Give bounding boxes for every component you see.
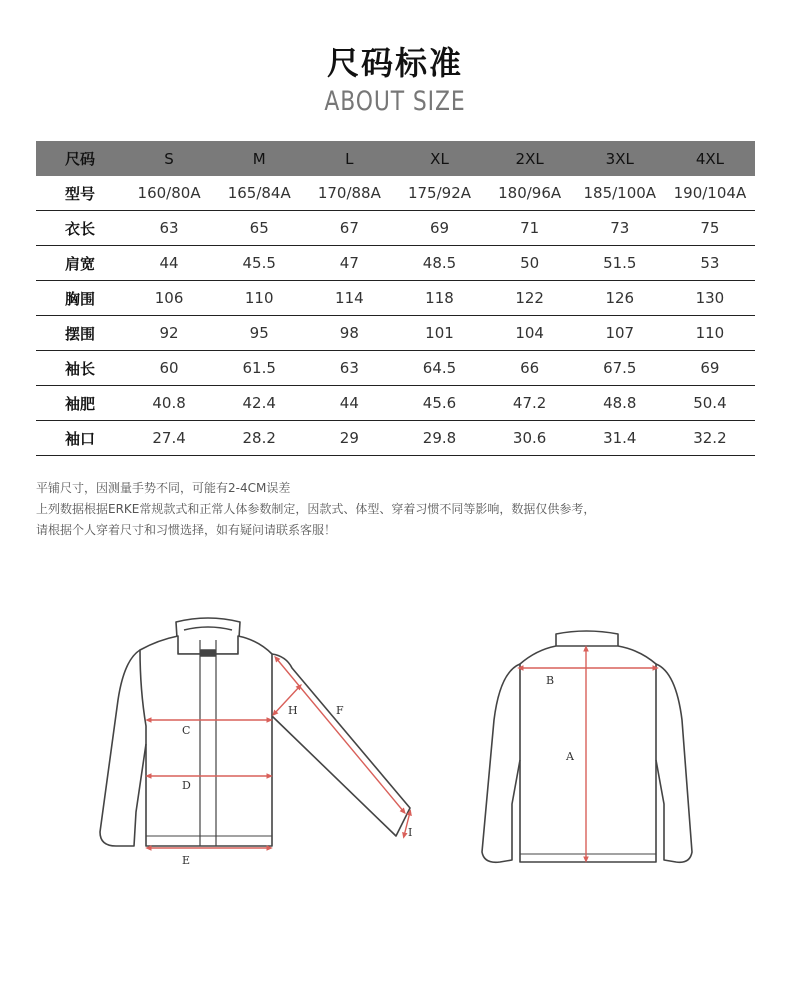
table-cell: 48.5 (394, 246, 484, 281)
note-line: 平铺尺寸，因测量手势不同，可能有2-4CM误差 (36, 481, 291, 495)
header-cell: 4XL (665, 141, 755, 176)
label-i: I (408, 826, 413, 839)
header-cell: 3XL (575, 141, 665, 176)
size-chart-table (36, 141, 755, 456)
table-cell: 75 (665, 211, 755, 246)
table-cell: 110 (665, 316, 755, 351)
table-header-row (36, 141, 755, 176)
row-label: 袖肥 (36, 386, 124, 421)
table-cell: 27.4 (124, 421, 214, 456)
page-title: 尺码标准 (326, 44, 463, 82)
table-cell: 126 (575, 281, 665, 316)
table-row (36, 351, 755, 386)
table-cell: 95 (214, 316, 304, 351)
table-cell: 67 (304, 211, 394, 246)
header-cell: S (124, 141, 214, 176)
table-cell: 118 (394, 281, 484, 316)
table-row (36, 246, 755, 281)
header-cell: 尺码 (36, 141, 124, 176)
table-cell: 180/96A (485, 176, 575, 211)
table-cell: 50 (485, 246, 575, 281)
row-label: 型号 (36, 176, 124, 211)
page-subtitle: ABOUT SIZE (324, 86, 466, 117)
table-cell: 31.4 (575, 421, 665, 456)
label-b: B (546, 674, 555, 687)
row-label: 摆围 (36, 316, 124, 351)
table-cell: 67.5 (575, 351, 665, 386)
table-cell: 175/92A (394, 176, 484, 211)
table-cell: 61.5 (214, 351, 304, 386)
table-cell: 73 (575, 211, 665, 246)
table-cell: 47 (304, 246, 394, 281)
table-cell: 69 (394, 211, 484, 246)
table-row (36, 386, 755, 421)
table-cell: 71 (485, 211, 575, 246)
table-cell: 92 (124, 316, 214, 351)
label-h: H (288, 704, 298, 717)
table-cell: 30.6 (485, 421, 575, 456)
header-cell: L (304, 141, 394, 176)
row-label: 胸围 (36, 281, 124, 316)
table-cell: 29 (304, 421, 394, 456)
table-cell: 65 (214, 211, 304, 246)
table-cell: 50.4 (665, 386, 755, 421)
jacket-measurement-diagram (0, 560, 790, 890)
table-cell: 47.2 (485, 386, 575, 421)
table-cell: 98 (304, 316, 394, 351)
table-cell: 53 (665, 246, 755, 281)
table-cell: 45.5 (214, 246, 304, 281)
jacket-front-outline (100, 618, 413, 846)
label-c: C (182, 724, 191, 737)
table-cell: 160/80A (124, 176, 214, 211)
table-cell: 64.5 (394, 351, 484, 386)
label-f: F (336, 704, 344, 717)
note-line: 请根据个人穿着尺寸和习惯选择，如有疑问请联系客服！ (36, 523, 337, 537)
row-label: 袖长 (36, 351, 124, 386)
row-label: 肩宽 (36, 246, 124, 281)
table-row (36, 281, 755, 316)
table-cell: 42.4 (214, 386, 304, 421)
table-cell: 63 (124, 211, 214, 246)
table-cell: 63 (304, 351, 394, 386)
table-cell: 130 (665, 281, 755, 316)
table-cell: 165/84A (214, 176, 304, 211)
table-cell: 44 (304, 386, 394, 421)
table-cell: 45.6 (394, 386, 484, 421)
measurement-notes (36, 478, 766, 541)
table-cell: 106 (124, 281, 214, 316)
table-row (36, 316, 755, 351)
table-cell: 48.8 (575, 386, 665, 421)
table-cell: 28.2 (214, 421, 304, 456)
note-line: 上列数据根据ERKE常规款式和正常人体参数制定，因款式、体型、穿着习惯不同等影响，数据仅供参考， (36, 502, 596, 516)
table-row (36, 176, 755, 211)
table-cell: 51.5 (575, 246, 665, 281)
table-cell: 66 (485, 351, 575, 386)
table-cell: 122 (485, 281, 575, 316)
table-cell: 29.8 (394, 421, 484, 456)
header-cell: XL (394, 141, 484, 176)
table-cell: 107 (575, 316, 665, 351)
table-cell: 60 (124, 351, 214, 386)
table-cell: 190/104A (665, 176, 755, 211)
header-cell: 2XL (485, 141, 575, 176)
row-label: 袖口 (36, 421, 124, 456)
table-row (36, 421, 755, 456)
table-cell: 170/88A (304, 176, 394, 211)
table-cell: 185/100A (575, 176, 665, 211)
jacket-back-outline (482, 631, 692, 862)
table-row (36, 211, 755, 246)
table-cell: 101 (394, 316, 484, 351)
table-cell: 104 (485, 316, 575, 351)
table-cell: 44 (124, 246, 214, 281)
label-d: D (182, 779, 191, 792)
header-cell: M (214, 141, 304, 176)
row-label: 衣长 (36, 211, 124, 246)
table-cell: 40.8 (124, 386, 214, 421)
table-cell: 69 (665, 351, 755, 386)
label-e: E (182, 854, 191, 867)
table-cell: 110 (214, 281, 304, 316)
table-cell: 114 (304, 281, 394, 316)
table-cell: 32.2 (665, 421, 755, 456)
label-a: A (566, 750, 574, 763)
